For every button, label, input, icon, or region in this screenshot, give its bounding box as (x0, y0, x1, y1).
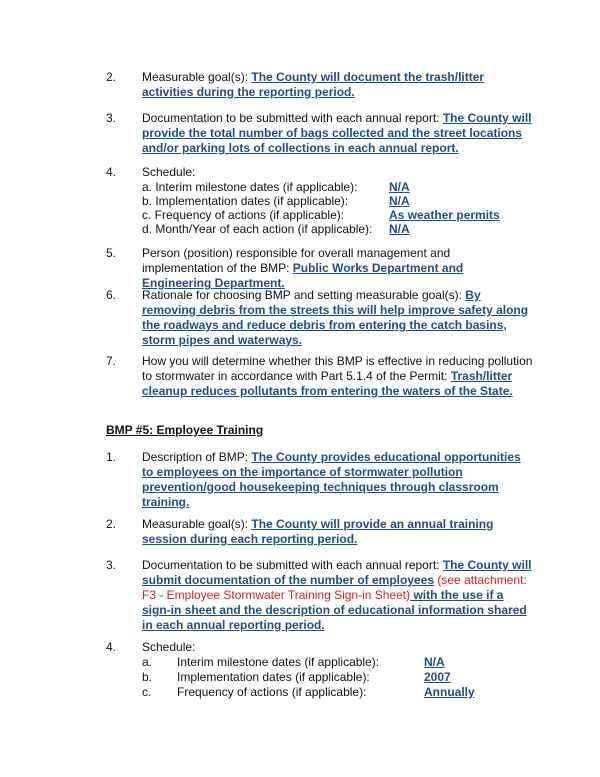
item-number: 5. (106, 246, 117, 260)
item-number: 1. (106, 450, 117, 464)
attachment-reference: (see attachment: F3 - Employee Stormwater Training Sign-in Sheet) (142, 573, 527, 602)
item-label: Measurable goal(s): (142, 517, 252, 531)
item-response: The County will document the trash/litter activities during the reporting period. (142, 70, 485, 99)
item-response: By removing debris from the streets this will help improve safety along the roadways and reduce debris from entering the catch basins, storm pipes and waterways. (142, 288, 529, 347)
schedule-value: Annually (424, 685, 475, 699)
schedule-label: c. Frequency of actions (if applicable): (142, 208, 345, 222)
schedule-value: N/A (389, 194, 410, 208)
schedule-row (142, 222, 534, 236)
schedule-value: 2007 (424, 670, 451, 684)
schedule-letter: a. (142, 655, 153, 669)
schedule-value: N/A (424, 655, 445, 669)
schedule-row (142, 655, 534, 670)
item-text (142, 70, 534, 100)
schedule-label: a. Interim milestone dates (if applicable): (142, 180, 358, 194)
item-number: 4. (106, 165, 117, 179)
item-response: The County will submit documentation of the number of employees (142, 558, 532, 587)
schedule-row (142, 670, 534, 685)
item-label: How you will determine whether this BMP is effective in reducing pollution to stormwater in accordance with Part 5.1.4 of the Permit: (142, 354, 533, 383)
item-text (142, 354, 534, 399)
item-label: Description of BMP: (142, 450, 252, 464)
schedule-label: Interim milestone dates (if applicable): (177, 655, 380, 669)
item-text (142, 165, 534, 236)
item-number: 7. (106, 354, 117, 368)
schedule-value: As weather permits (389, 208, 500, 222)
schedule-heading: Schedule: (142, 640, 196, 654)
item-text (142, 558, 534, 633)
item-number: 3. (106, 111, 117, 125)
item-number: 2. (106, 70, 117, 84)
schedule-row (142, 194, 534, 208)
item-text (142, 246, 534, 291)
item-number: 4. (106, 640, 117, 654)
item-label: Documentation to be submitted with each annual report: (142, 558, 443, 572)
section-title: BMP #5: Employee Training (106, 423, 264, 437)
item-response: The County will provide the total number of bags collected and the street locations and/or parking lots of collections in each annual report. (142, 111, 532, 155)
item-text (142, 450, 534, 510)
item-text (142, 640, 534, 700)
item-number: 3. (106, 558, 117, 572)
schedule-heading: Schedule: (142, 165, 196, 179)
schedule-label: Implementation dates (if applicable): (177, 670, 370, 684)
item-label: Measurable goal(s): (142, 70, 252, 84)
schedule-row (142, 685, 534, 700)
schedule-letter: b. (142, 670, 153, 684)
item-response: Public Works Department and Engineering Department. (142, 261, 464, 290)
schedule-letter: c. (142, 685, 152, 699)
item-label: Documentation to be submitted with each annual report: (142, 111, 443, 125)
item-label: Rationale for choosing BMP and setting measurable goal(s): (142, 288, 466, 302)
item-text (142, 517, 534, 547)
item-number: 2. (106, 517, 117, 531)
item-text (142, 288, 534, 348)
item-number: 6. (106, 288, 117, 302)
schedule-row (142, 180, 534, 194)
schedule-value: N/A (389, 222, 410, 236)
item-label: Person (position) responsible for overall management and implementation of the BMP: (142, 246, 451, 275)
schedule-label: Frequency of actions (if applicable): (177, 685, 367, 699)
item-response-continued: with the use if a sign-in sheet and the description of educational information shared in each annual reporting period. (142, 588, 527, 632)
schedule-label: b. Implementation dates (if applicable): (142, 194, 349, 208)
item-response: Trash/litter cleanup reduces pollutants from entering the waters of the State. (142, 369, 513, 398)
item-response: The County will provide an annual training session during each reporting period. (142, 517, 494, 546)
item-text (142, 111, 534, 156)
schedule-label: d. Month/Year of each action (if applicable): (142, 222, 373, 236)
schedule-row (142, 208, 534, 222)
schedule-value: N/A (389, 180, 410, 194)
item-response: The County provides educational opportunities to employees on the importance of stormwater pollution prevention/good housekeeping techniques through classroom training. (142, 450, 521, 509)
